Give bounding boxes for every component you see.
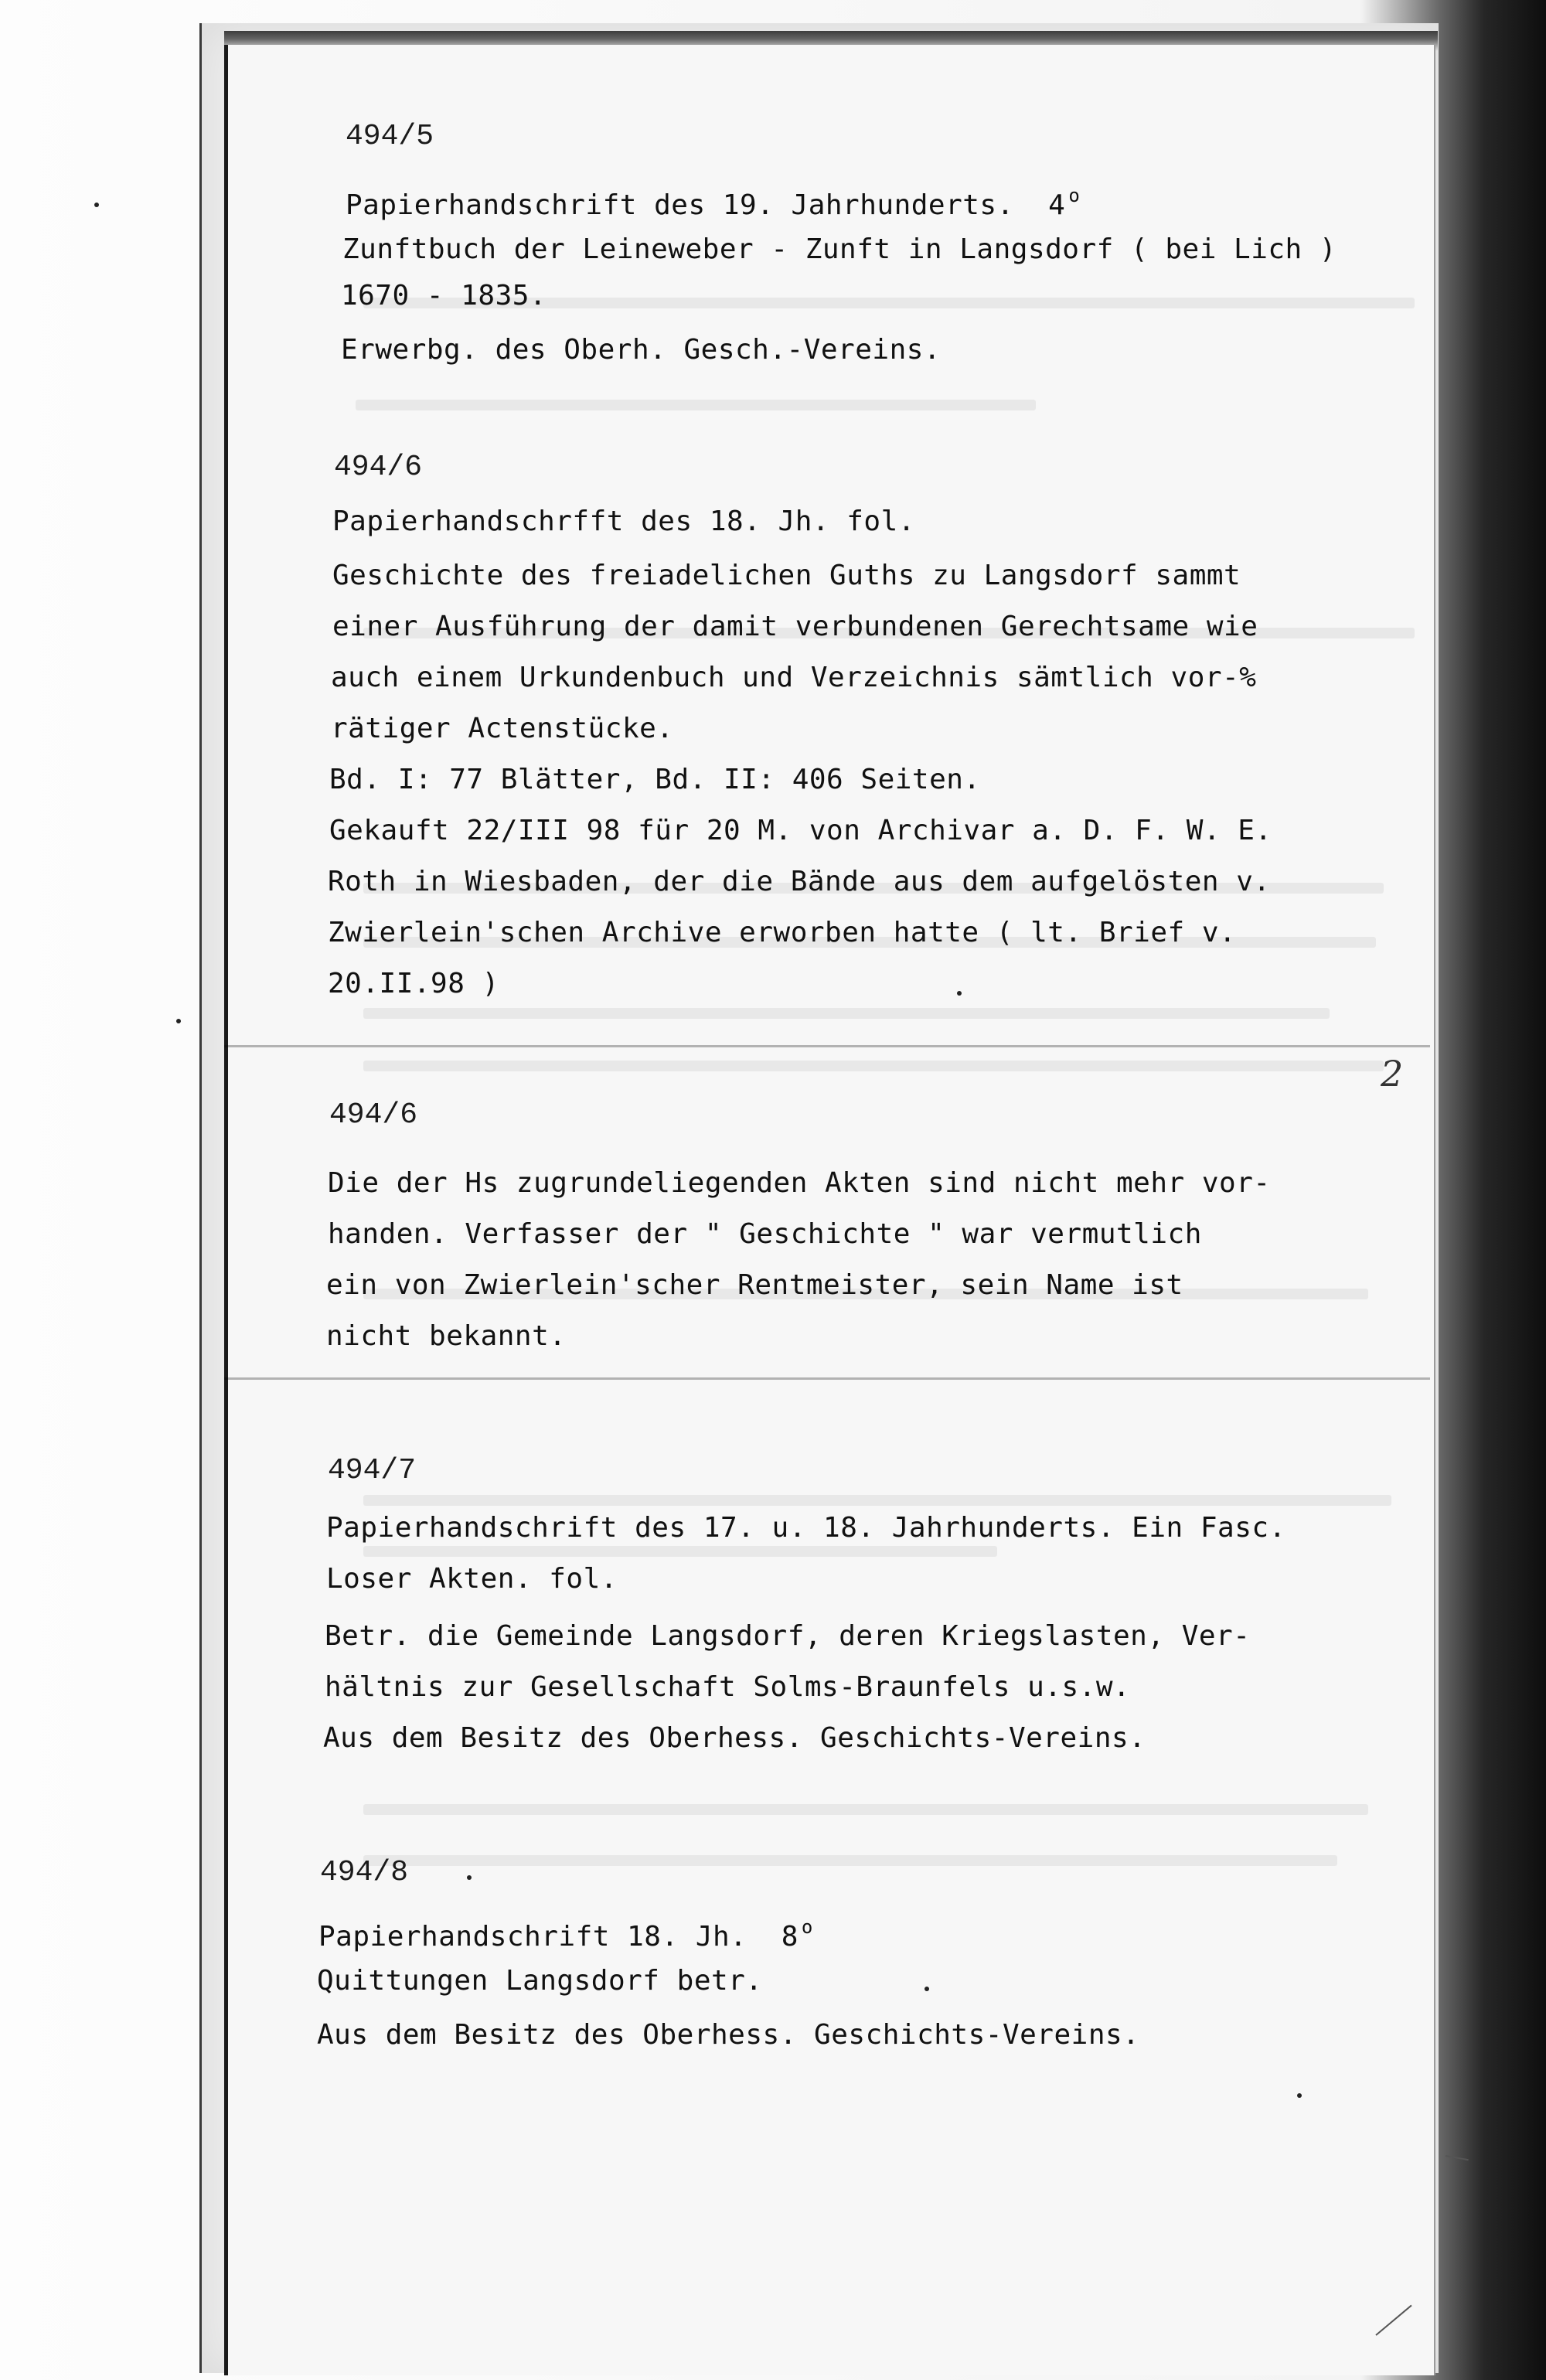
record-line: 20.II.98 ) (328, 968, 499, 999)
record-id: 494/8 (320, 1856, 409, 1889)
record-line: Zwierlein'schen Archive erworben hatte ( lt. Brief v. (328, 917, 1237, 948)
record-line: handen. Verfasser der " Geschichte " war vermutlich (328, 1218, 1202, 1250)
format-superscript: o (801, 1916, 813, 1938)
record-line: 1670 - 1835. (341, 280, 547, 312)
record-line: Papierhandschrift des 19. Jahrhunderts. 4 $^o$ (346, 185, 1081, 221)
record-id: 494/7 (328, 1454, 417, 1487)
dust-speck (467, 1875, 472, 1880)
dust-speck (957, 991, 962, 996)
record-line: Papierhandschrift des 17. u. 18. Jahrhunderts. Ein Fasc. (326, 1512, 1286, 1544)
record-line: Aus dem Besitz des Oberhess. Geschichts-Vereins. (323, 1722, 1146, 1754)
record-line: Papierhandschrfft des 18. Jh. fol. (332, 506, 915, 537)
dust-speck (1297, 2093, 1302, 2098)
record-line: Aus dem Besitz des Oberhess. Geschichts-Vereins. (317, 2019, 1140, 2051)
dust-speck (94, 203, 99, 207)
record-id: 494/6 (334, 451, 423, 484)
record-line: rätiger Actenstücke. (331, 713, 674, 744)
record-line: Betr. die Gemeinde Langsdorf, deren Kriegslasten, Ver- (325, 1620, 1251, 1652)
record-line: Gekauft 22/III 98 für 20 M. von Archivar a. D. F. W. E. (329, 815, 1272, 846)
record-line: Quittungen Langsdorf betr. (317, 1965, 763, 1997)
record-line: auch einem Urkundenbuch und Verzeichnis sämtlich vor-% (331, 662, 1257, 693)
dust-speck (176, 1019, 181, 1023)
record-line: Erwerbg. des Oberh. Gesch.-Vereins. (341, 334, 942, 366)
format-superscript: o (1068, 185, 1081, 206)
record-line: Die der Hs zugrundeliegenden Akten sind nicht mehr vor- (328, 1167, 1271, 1199)
record-line: ein von Zwierlein'scher Rentmeister, sein Name ist (326, 1269, 1183, 1301)
record-line: nicht bekannt. (326, 1320, 567, 1352)
record-line: einer Ausführung der damit verbundenen Gerechtsame wie (332, 611, 1258, 642)
record-line: hältnis zur Gesellschaft Solms-Braunfels u.s.w. (325, 1671, 1131, 1703)
record-id: 494/6 (329, 1098, 418, 1132)
dust-speck (925, 1987, 929, 1991)
record-line: Roth in Wiesbaden, der die Bände aus dem aufgelösten v. (328, 866, 1271, 897)
record-id: 494/5 (346, 120, 434, 153)
record-line: Zunftbuch der Leineweber - Zunft in Langsdorf ( bei Lich ) (342, 233, 1337, 265)
pencil-margin-note: 2 (1381, 1053, 1404, 1095)
record-line: Bd. I: 77 Blätter, Bd. II: 406 Seiten. (329, 764, 981, 795)
record-line: Geschichte des freiadelichen Guths zu Langsdorf sammt (332, 560, 1241, 591)
record-line: Loser Akten. fol. (326, 1563, 618, 1595)
record-line: Papierhandschrift 18. Jh. 8 $^o$ (318, 1916, 813, 1953)
